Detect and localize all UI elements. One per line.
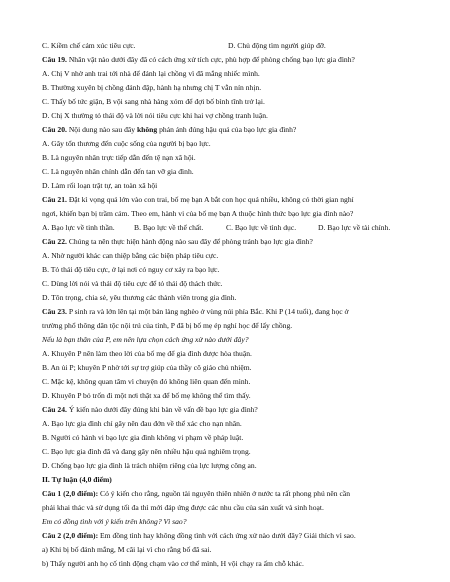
q24-option-c: C. Bạo lực gia đình đã và đang gây nên nhiều hậu quả nghiêm trọng. — [42, 447, 251, 456]
option-c: C. Kiềm chế cảm xúc tiêu cực. — [42, 41, 136, 50]
question-label: Câu 22. — [42, 237, 67, 246]
question-text: Em đồng tình hay không đồng tình với cách ứng xử nào dưới đây? Giải thích vì sao. — [98, 531, 356, 540]
question-21-cont: ngơi, khiến bạn bị trầm cảm. Theo em, hành vi của bố mẹ bạn A thuộc hình thức bạo lực gia đình nào? — [42, 209, 354, 218]
question-text-emphasis: không — [136, 125, 158, 134]
q19-option-d: D. Chị X thường tỏ thái độ và lời nói tiêu cực khi hai vợ chồng tranh luận. — [42, 111, 268, 120]
q19-option-c: C. Thấy bố tức giận, B vội sang nhà hàng xóm để đợi bố bình tĩnh trở lại. — [42, 97, 265, 106]
question-22 — [42, 236, 412, 248]
essay-question-1-cont: phải khai thác và sử dụng tối đa thì mới đáp ứng được các nhu cầu của sản xuất và sinh hoạt. — [42, 503, 324, 512]
question-text: P sinh ra và lớn lên tại một bản làng nghèo ở vùng núi phía Bắc. Khi P (14 tuổi), đang học ở — [68, 307, 349, 316]
question-text: Nhân vật nào dưới đây đã có cách ứng xử tích cực, phù hợp để phòng chống bạo lực gia đình? — [68, 55, 355, 64]
q20-option-c: C. Là nguyên nhân chính dẫn đến tan vỡ gia đình. — [42, 167, 194, 176]
q21-option-d: D. Bạo lực về tài chính. — [318, 223, 391, 232]
essay-question-1 — [42, 488, 412, 500]
q20-option-a: A. Gây tổn thương đến cuộc sống của người bị bạo lực. — [42, 139, 211, 148]
question-21 — [42, 194, 412, 206]
question-20 — [42, 124, 412, 136]
q22-option-d: D. Tôn trọng, chia sẻ, yêu thương các thành viên trong gia đình. — [42, 293, 237, 302]
q23-option-d: D. Khuyên P bỏ trốn đi một nơi thật xa để bố mẹ không thể tìm thấy. — [42, 391, 251, 400]
q21-option-b: B. Bạo lực về thể chất. — [134, 223, 204, 232]
q23-option-b: B. An ủi P; khuyên P nhờ tới sự trợ giúp của thầy cô giáo chủ nhiệm. — [42, 363, 252, 372]
question-label: Câu 21. — [42, 195, 67, 204]
essay-question-2-item-b: b) Thấy người anh họ cố tình động chạm vào cơ thể mình, H vội chạy ra ấm chỗ khác. — [42, 559, 304, 568]
question-23-prompt: Nếu là bạn thân của P, em nên lựa chọn cách ứng xử nào dưới đây? — [42, 335, 249, 344]
essay-question-1-prompt: Em có đồng tình với ý kiến trên không? Vì sao? — [42, 517, 187, 526]
essay-question-2-item-a: a) Khi bị bố đánh mắng, M cãi lại vì cho rằng bố đã sai. — [42, 545, 212, 554]
q24-option-a: A. Bạo lực gia đình chỉ gây nên đau đớn về thể xác cho nạn nhân. — [42, 419, 242, 428]
q21-option-c: C. Bạo lực về tình dục. — [226, 223, 297, 232]
question-text-pre: Nội dung nào sau đây — [68, 125, 137, 134]
q21-option-a: A. Bạo lực về tinh thần. — [42, 223, 115, 232]
question-text: Chúng ta nên thực hiện hành động nào sau đây để phòng tránh bạo lực gia đình? — [68, 237, 313, 246]
q19-option-b: B. Thường xuyên bị chồng đánh đập, hành hạ nhưng chị T vẫn nín nhịn. — [42, 83, 262, 92]
question-24 — [42, 404, 412, 416]
q24-option-b: B. Người có hành vi bạo lực gia đình không vi phạm về pháp luật. — [42, 433, 244, 442]
q22-option-c: C. Dùng lời nói và thái độ tiêu cực để tỏ thái độ thách thức. — [42, 279, 223, 288]
q19-option-a: A. Chị V nhờ anh trai tới nhà để đánh lại chồng vì đã mắng nhiếc mình. — [42, 69, 260, 78]
q23-option-c: C. Mặc kệ, không quan tâm vì chuyện đó không liên quan đến mình. — [42, 377, 251, 386]
question-label: Câu 20. — [42, 125, 67, 134]
question-label: Câu 23. — [42, 307, 67, 316]
question-text-post: phản ánh đúng hậu quả của bạo lực gia đình? — [157, 125, 297, 134]
q22-option-b: B. Tỏ thái độ tiêu cực, ở lại nơi có nguy cơ xảy ra bạo lực. — [42, 265, 220, 274]
question-text: Ý kiến nào dưới đây đúng khi bàn về vấn đề bạo lực gia đình? — [68, 405, 258, 414]
q20-option-d: D. Làm rối loạn trật tự, an toàn xã hội — [42, 181, 158, 190]
essay-question-2 — [42, 530, 412, 542]
question-label: Câu 2 (2,0 điểm): — [42, 531, 99, 540]
q22-option-a: A. Nhờ người khác can thiệp bằng các biện pháp tiêu cực. — [42, 251, 219, 260]
q24-option-d: D. Chống bạo lực gia đình là trách nhiệm riêng của lực lượng công an. — [42, 461, 257, 470]
question-label: Câu 19. — [42, 55, 67, 64]
section-heading: II. Tự luận (4,0 điểm) — [42, 475, 112, 484]
q23-option-a: A. Khuyên P nên làm theo lời của bố mẹ để gia đình được hòa thuận. — [42, 349, 252, 358]
question-label: Câu 1 (2,0 điểm): — [42, 489, 99, 498]
question-23-cont: trường phổ thông dân tộc nội trú của tỉnh, P đã bị bố mẹ ép nghỉ học để lấy chồng. — [42, 321, 293, 330]
question-label: Câu 24. — [42, 405, 67, 414]
question-text: Có ý kiến cho rằng, nguồn tài nguyên thiên nhiên ở nước ta rất phong phú nên cần — [98, 489, 351, 498]
option-d: D. Chủ động tìm người giúp đỡ. — [228, 41, 326, 50]
question-19 — [42, 54, 412, 66]
q20-option-b: B. Là nguyên nhân trực tiếp dẫn đến tệ nạn xã hội. — [42, 153, 196, 162]
question-23 — [42, 306, 412, 318]
question-text: Đặt kì vọng quá lớn vào con trai, bố mẹ bạn A bắt con học quá nhiều, không có thời gian nghỉ — [68, 195, 354, 204]
